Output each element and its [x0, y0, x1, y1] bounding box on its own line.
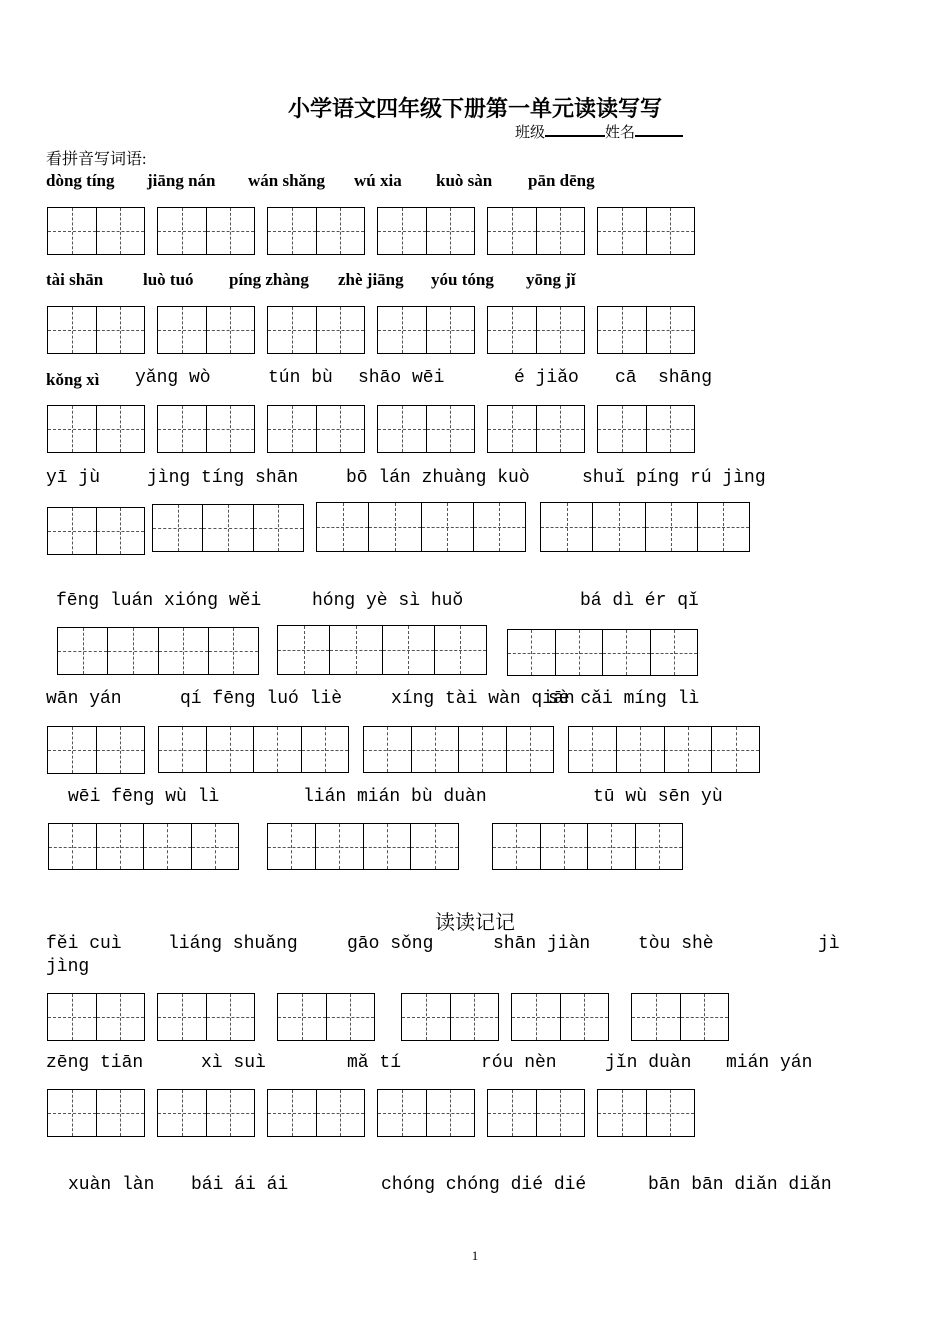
writing-cell[interactable] — [326, 994, 375, 1040]
writing-cell[interactable] — [711, 727, 759, 772]
writing-grid[interactable] — [267, 306, 365, 354]
writing-cell[interactable] — [536, 307, 585, 353]
writing-cell[interactable] — [158, 208, 206, 254]
writing-cell[interactable] — [664, 727, 712, 772]
writing-cell[interactable] — [488, 307, 536, 353]
writing-cell[interactable] — [488, 1090, 536, 1136]
writing-grid[interactable] — [377, 1089, 475, 1137]
pinyin-label: tū wù sēn yù — [593, 787, 723, 807]
writing-grid[interactable] — [47, 993, 145, 1041]
writing-cell[interactable] — [268, 307, 316, 353]
writing-grid[interactable] — [377, 405, 475, 453]
writing-cell[interactable] — [680, 994, 729, 1040]
writing-grid[interactable] — [377, 306, 475, 354]
writing-cell[interactable] — [96, 307, 145, 353]
writing-cell[interactable] — [512, 994, 560, 1040]
writing-cell[interactable] — [268, 824, 315, 869]
pinyin-label: jì — [818, 934, 840, 954]
pinyin-label: fēng luán xióng wěi — [56, 591, 262, 611]
writing-cell[interactable] — [635, 824, 683, 869]
writing-grid[interactable] — [487, 1089, 585, 1137]
writing-cell[interactable] — [96, 1090, 145, 1136]
writing-grid[interactable] — [363, 726, 554, 773]
writing-grid[interactable] — [47, 405, 145, 453]
pinyin-label: yǎng wò — [135, 368, 211, 388]
writing-cell[interactable] — [410, 824, 458, 869]
pinyin-label: kǒng xì — [46, 370, 100, 389]
writing-cell[interactable] — [278, 626, 329, 674]
writing-cell[interactable] — [96, 406, 145, 452]
pinyin-label: gāo sǒng — [347, 934, 434, 954]
writing-cell[interactable] — [48, 727, 96, 773]
pinyin-label: hóng yè sì huǒ — [312, 591, 464, 611]
writing-cell[interactable] — [540, 824, 588, 869]
writing-grid[interactable] — [597, 1089, 695, 1137]
pinyin-label: zēng tiān — [46, 1053, 144, 1073]
writing-grid[interactable] — [597, 306, 695, 354]
writing-grid[interactable] — [267, 823, 459, 870]
writing-grid[interactable] — [316, 502, 526, 552]
writing-cell[interactable] — [587, 824, 635, 869]
writing-cell[interactable] — [48, 1090, 96, 1136]
writing-cell[interactable] — [560, 994, 609, 1040]
writing-grid[interactable] — [492, 823, 683, 870]
writing-cell[interactable] — [632, 994, 680, 1040]
pinyin-label: mián yán — [726, 1053, 813, 1073]
writing-cell[interactable] — [48, 994, 96, 1040]
writing-cell[interactable] — [96, 208, 145, 254]
writing-grid[interactable] — [157, 207, 255, 255]
writing-grid[interactable] — [267, 207, 365, 255]
writing-cell[interactable] — [473, 503, 525, 551]
instruction: 看拼音写词语: — [46, 151, 147, 168]
writing-cell[interactable] — [206, 307, 255, 353]
writing-cell[interactable] — [426, 1090, 475, 1136]
writing-cell[interactable] — [268, 208, 316, 254]
writing-cell[interactable] — [450, 994, 499, 1040]
writing-cell[interactable] — [96, 824, 144, 869]
pinyin-label: cā — [615, 368, 637, 388]
pinyin-label: xì suì — [201, 1053, 266, 1073]
writing-cell[interactable] — [598, 307, 646, 353]
writing-cell[interactable] — [650, 630, 698, 675]
pinyin-label: qí fēng luó liè — [180, 689, 343, 709]
writing-cell[interactable] — [268, 1090, 316, 1136]
name-label: 姓名 — [605, 125, 636, 141]
pinyin-label: lián mián bù duàn — [303, 787, 487, 807]
writing-cell[interactable] — [206, 208, 255, 254]
writing-cell[interactable] — [107, 628, 157, 674]
writing-cell[interactable] — [426, 307, 475, 353]
writing-cell[interactable] — [317, 503, 368, 551]
pinyin-label: bá dì ér qǐ — [580, 591, 699, 611]
writing-grid[interactable] — [511, 993, 609, 1041]
pinyin-label: yóu tóng — [431, 270, 494, 289]
pinyin-label: bō lán zhuàng kuò — [346, 468, 530, 488]
writing-grid[interactable] — [47, 306, 145, 354]
writing-grid[interactable] — [57, 627, 259, 675]
writing-grid[interactable] — [487, 207, 585, 255]
pinyin-label: kuò sàn — [436, 171, 493, 190]
writing-cell[interactable] — [49, 824, 96, 869]
writing-cell[interactable] — [329, 626, 381, 674]
writing-cell[interactable] — [434, 626, 486, 674]
pinyin-label: shān jiàn — [493, 934, 591, 954]
writing-grid[interactable] — [48, 823, 239, 870]
writing-cell[interactable] — [646, 307, 695, 353]
pinyin-label: yōng jǐ — [526, 270, 576, 289]
pinyin-label: tòu shè — [638, 934, 714, 954]
writing-grid[interactable] — [157, 405, 255, 453]
pinyin-label: é jiǎo — [514, 368, 579, 388]
writing-cell[interactable] — [368, 503, 420, 551]
section-title: 读读记记 — [435, 912, 515, 934]
pinyin-label: luò tuó — [143, 270, 194, 289]
writing-grid[interactable] — [487, 405, 585, 453]
pinyin-label: chóng chóng dié dié — [381, 1175, 587, 1195]
writing-grid[interactable] — [401, 993, 499, 1041]
writing-cell[interactable] — [316, 208, 365, 254]
writing-cell[interactable] — [315, 824, 363, 869]
writing-cell[interactable] — [202, 505, 252, 551]
pinyin-label: pān dēng — [528, 171, 595, 190]
pinyin-label: wēi fēng wù lì — [68, 787, 220, 807]
pinyin-label: bān bān diǎn diǎn — [648, 1175, 832, 1195]
writing-grid[interactable] — [157, 993, 255, 1041]
writing-grid[interactable] — [277, 625, 487, 675]
writing-cell[interactable] — [206, 727, 254, 772]
writing-grid[interactable] — [47, 207, 145, 255]
writing-cell[interactable] — [458, 727, 506, 772]
writing-cell[interactable] — [616, 727, 664, 772]
name-blank — [635, 121, 683, 137]
pinyin-label: wān yán — [46, 689, 122, 709]
pinyin-label: tài shān — [46, 270, 104, 289]
writing-cell[interactable] — [158, 406, 206, 452]
writing-grid[interactable] — [158, 726, 349, 773]
writing-cell[interactable] — [206, 1090, 255, 1136]
pinyin-label: xíng tài wàn qiān — [391, 689, 575, 709]
writing-cell[interactable] — [48, 208, 96, 254]
writing-cell[interactable] — [508, 630, 555, 675]
writing-cell[interactable] — [96, 727, 145, 773]
writing-cell[interactable] — [493, 824, 540, 869]
writing-grid[interactable] — [277, 993, 375, 1041]
pinyin-label: wán shǎng — [248, 171, 326, 190]
writing-cell[interactable] — [158, 994, 206, 1040]
writing-cell[interactable] — [278, 994, 326, 1040]
writing-cell[interactable] — [378, 1090, 426, 1136]
writing-cell[interactable] — [48, 307, 96, 353]
writing-grid[interactable] — [267, 1089, 365, 1137]
writing-cell[interactable] — [536, 406, 585, 452]
writing-cell[interactable] — [598, 208, 646, 254]
pinyin-label: jìng tíng shān — [147, 468, 299, 488]
writing-cell[interactable] — [536, 208, 585, 254]
pinyin-label: jǐn duàn — [605, 1053, 692, 1073]
page-number: 1 — [471, 1248, 479, 1263]
writing-grid[interactable] — [568, 726, 760, 773]
pinyin-label: jiāng nán — [147, 171, 216, 190]
pinyin-label: sè cǎi míng lì — [548, 689, 700, 709]
pinyin-label: mǎ tí — [347, 1053, 402, 1073]
pinyin-label: liáng shuǎng — [168, 934, 298, 954]
pinyin-label: xuàn làn — [68, 1175, 155, 1195]
writing-cell[interactable] — [191, 824, 239, 869]
page-title: 小学语文四年级下册第一单元读读写写 — [287, 96, 662, 121]
writing-grid[interactable] — [47, 1089, 145, 1137]
writing-cell[interactable] — [316, 406, 365, 452]
pinyin-label: shāng — [658, 368, 713, 388]
pinyin-label: zhè jiāng — [338, 270, 404, 289]
writing-grid[interactable] — [597, 207, 695, 255]
writing-cell[interactable] — [646, 406, 695, 452]
writing-cell[interactable] — [598, 406, 646, 452]
writing-cell[interactable] — [646, 208, 695, 254]
writing-cell[interactable] — [411, 727, 459, 772]
writing-cell[interactable] — [208, 628, 258, 674]
pinyin-label: píng zhàng — [229, 270, 309, 289]
pinyin-label: fěi cuì — [46, 934, 122, 954]
writing-grid[interactable] — [507, 629, 698, 676]
writing-cell[interactable] — [569, 727, 616, 772]
writing-cell[interactable] — [316, 1090, 365, 1136]
writing-cell[interactable] — [363, 824, 411, 869]
writing-cell[interactable] — [158, 307, 206, 353]
writing-cell[interactable] — [96, 508, 145, 554]
writing-cell[interactable] — [645, 503, 697, 551]
writing-cell[interactable] — [402, 994, 450, 1040]
writing-grid[interactable] — [157, 306, 255, 354]
writing-cell[interactable] — [382, 626, 434, 674]
pinyin-label: bái ái ái — [191, 1175, 289, 1195]
pinyin-label: róu nèn — [481, 1053, 557, 1073]
writing-cell[interactable] — [697, 503, 749, 551]
pinyin-label: dòng tíng — [46, 171, 115, 190]
writing-cell[interactable] — [316, 307, 365, 353]
writing-cell[interactable] — [646, 1090, 695, 1136]
writing-cell[interactable] — [158, 628, 208, 674]
writing-cell[interactable] — [153, 505, 202, 551]
writing-cell[interactable] — [378, 406, 426, 452]
writing-cell[interactable] — [143, 824, 191, 869]
pinyin-label: yī jù — [46, 468, 101, 488]
pinyin-label: tún bù — [268, 368, 333, 388]
writing-cell[interactable] — [506, 727, 554, 772]
writing-grid[interactable] — [540, 502, 750, 552]
writing-cell[interactable] — [364, 727, 411, 772]
writing-grid[interactable] — [157, 1089, 255, 1137]
writing-cell[interactable] — [58, 628, 107, 674]
writing-grid[interactable] — [152, 504, 304, 552]
writing-cell[interactable] — [268, 406, 316, 452]
pinyin-label: jìng — [46, 957, 90, 977]
writing-grid[interactable] — [597, 405, 695, 453]
class-label: 班级 — [515, 125, 546, 141]
writing-grid[interactable] — [47, 507, 145, 555]
writing-cell[interactable] — [536, 1090, 585, 1136]
writing-cell[interactable] — [206, 994, 255, 1040]
writing-cell[interactable] — [488, 208, 536, 254]
writing-cell[interactable] — [555, 630, 603, 675]
writing-cell[interactable] — [48, 406, 96, 452]
writing-cell[interactable] — [253, 727, 301, 772]
pinyin-label: shuǐ píng rú jìng — [582, 468, 766, 488]
writing-cell[interactable] — [378, 307, 426, 353]
writing-cell[interactable] — [253, 505, 303, 551]
writing-cell[interactable] — [541, 503, 592, 551]
class-name-line — [515, 121, 683, 142]
writing-cell[interactable] — [158, 1090, 206, 1136]
pinyin-label: wú xia — [354, 171, 402, 190]
writing-cell[interactable] — [96, 994, 145, 1040]
writing-cell[interactable] — [488, 406, 536, 452]
writing-cell[interactable] — [421, 503, 473, 551]
writing-grid[interactable] — [377, 207, 475, 255]
writing-cell[interactable] — [206, 406, 255, 452]
writing-cell[interactable] — [598, 1090, 646, 1136]
writing-cell[interactable] — [48, 508, 96, 554]
writing-grid[interactable] — [631, 993, 729, 1041]
writing-cell[interactable] — [602, 630, 650, 675]
writing-cell[interactable] — [426, 406, 475, 452]
writing-grid[interactable] — [47, 726, 145, 774]
writing-cell[interactable] — [592, 503, 644, 551]
writing-cell[interactable] — [378, 208, 426, 254]
writing-cell[interactable] — [159, 727, 206, 772]
writing-cell[interactable] — [301, 727, 349, 772]
class-blank — [545, 121, 605, 137]
pinyin-label: shāo wēi — [358, 368, 445, 388]
writing-cell[interactable] — [426, 208, 475, 254]
writing-grid[interactable] — [487, 306, 585, 354]
writing-grid[interactable] — [267, 405, 365, 453]
